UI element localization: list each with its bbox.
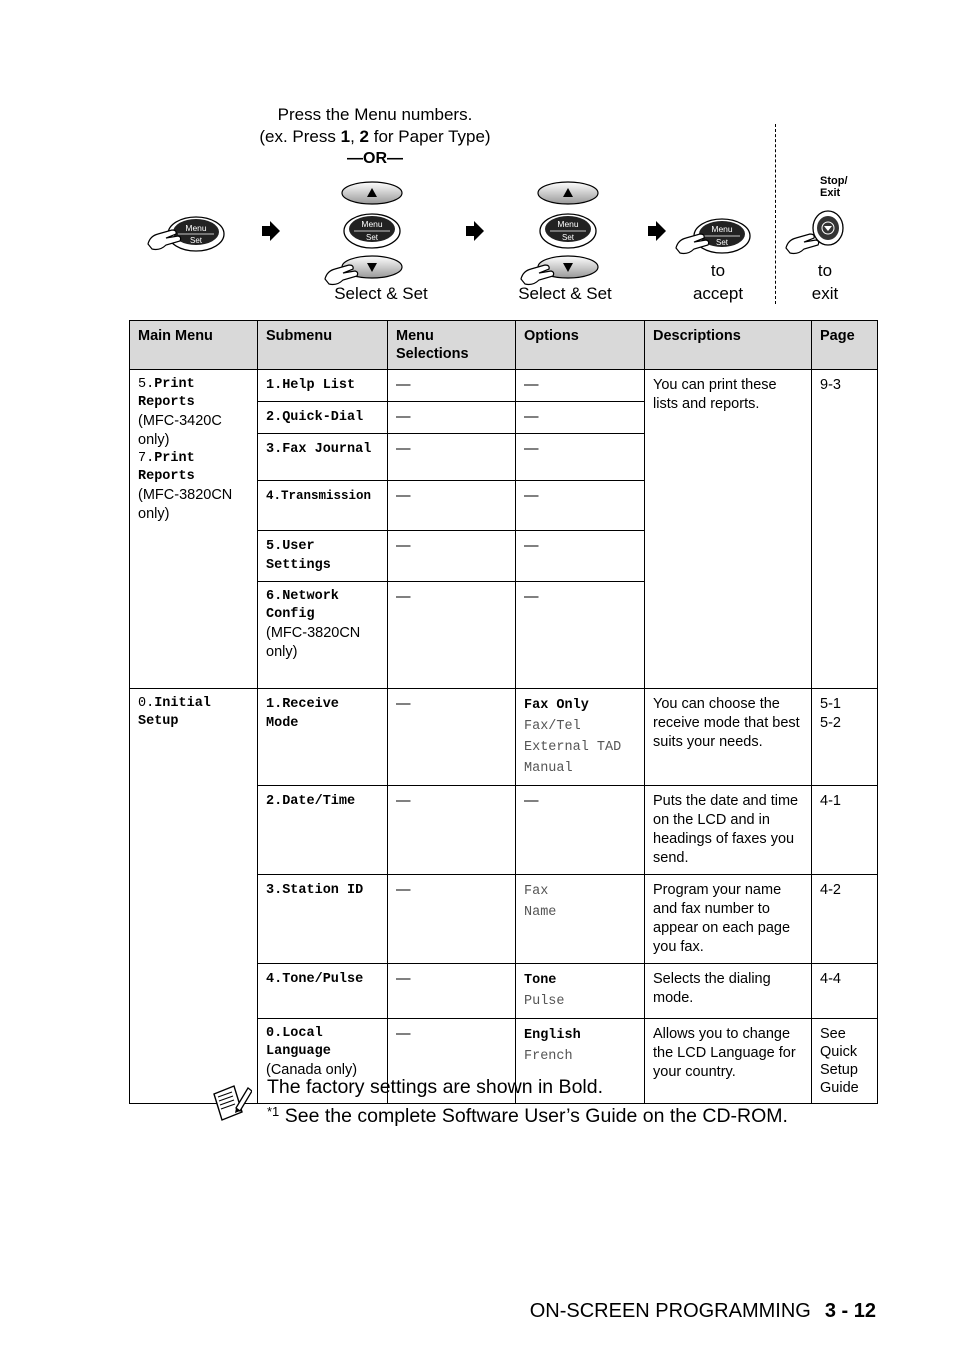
svg-text:Menu: Menu <box>711 224 733 234</box>
or-label: —OR— <box>347 150 403 167</box>
set-key-label: Set <box>189 236 203 245</box>
exit-caption: to exit <box>811 261 839 303</box>
selections-cell: — <box>388 481 516 531</box>
column-header: Main Menu <box>130 321 258 370</box>
column-header: Page <box>812 321 878 370</box>
description-cell: You can print these lists and reports. <box>645 370 812 689</box>
select-set-caption-1: Select & Set <box>334 284 428 303</box>
submenu-cell: 1.Receive Mode <box>258 689 388 786</box>
submenu-cell: 0.Local Language (Canada only) <box>258 1019 388 1104</box>
submenu-cell: 4.Transmission <box>258 481 388 531</box>
note-factory-settings: The factory settings are shown in Bold. <box>267 1076 604 1098</box>
instruction-line-1: Press the Menu numbers. <box>277 105 473 124</box>
submenu-cell: 5.User Settings <box>258 531 388 582</box>
svg-text:Menu: Menu <box>557 219 579 229</box>
options-cell: — <box>516 481 645 531</box>
page-footer <box>530 1300 876 1323</box>
arrow-right-icon <box>466 221 484 241</box>
column-header: Descriptions <box>645 321 812 370</box>
selections-cell: — <box>388 875 516 964</box>
menu-table <box>129 320 878 1104</box>
stop-exit-label: Stop/ Exit <box>820 175 848 199</box>
page-cell: 4-2 <box>812 875 878 964</box>
table-row <box>130 689 878 786</box>
submenu-cell: 4.Tone/Pulse <box>258 964 388 1019</box>
column-header: Submenu <box>258 321 388 370</box>
description-cell: Program your name and fax number to appear on each page you fax. <box>645 875 812 964</box>
selections-cell: — <box>388 582 516 689</box>
page-cell: 9-3 <box>812 370 878 689</box>
options-cell: — <box>516 402 645 434</box>
select-set-caption-2: Select & Set <box>518 284 612 303</box>
options-cell: — <box>516 582 645 689</box>
svg-text:Set: Set <box>365 233 379 242</box>
options-cell: — <box>516 531 645 582</box>
dashed-divider <box>775 124 776 304</box>
hand-pressing-menu-key-1 <box>148 217 224 251</box>
submenu-cell: 2.Quick-Dial <box>258 402 388 434</box>
footer-section: ON-SCREEN PROGRAMMING <box>529 1300 811 1322</box>
selections-cell: — <box>388 689 516 786</box>
table-header-row <box>130 321 878 370</box>
selections-cell: — <box>388 786 516 875</box>
column-header: Options <box>516 321 645 370</box>
menu-key-label: Menu <box>185 223 207 233</box>
submenu-cell: 2.Date/Time <box>258 786 388 875</box>
options-cell: Fax Only Fax/Tel External TAD Manual <box>516 689 645 786</box>
description-cell: Selects the dialing mode. <box>645 964 812 1019</box>
page-cell: 4-4 <box>812 964 878 1019</box>
selections-cell: — <box>388 1019 516 1104</box>
options-cell: Tone Pulse <box>516 964 645 1019</box>
svg-text:Set: Set <box>715 238 729 247</box>
arrow-right-icon <box>262 221 280 241</box>
svg-text:Set: Set <box>561 233 575 242</box>
hand-pressing-menu-key-2 <box>676 219 750 254</box>
instruction-line-2: (ex. Press 1, 2 for Paper Type) <box>259 127 491 146</box>
accept-caption: to accept <box>692 261 744 303</box>
options-cell: — <box>516 370 645 402</box>
page-cell: See Quick Setup Guide <box>812 1019 878 1104</box>
selections-cell: — <box>388 370 516 402</box>
options-cell: Fax Name <box>516 875 645 964</box>
options-cell: — <box>516 786 645 875</box>
stop-exit-key <box>786 211 843 254</box>
options-cell: English French <box>516 1019 645 1104</box>
selections-cell: — <box>388 434 516 481</box>
svg-text:Menu: Menu <box>361 219 383 229</box>
submenu-cell: 3.Fax Journal <box>258 434 388 481</box>
footer-page-number: 3 - 12 <box>824 1300 876 1322</box>
page-cell: 4-1 <box>812 786 878 875</box>
description-cell: Allows you to change the LCD Language for your country. <box>645 1019 812 1104</box>
note-software-guide: $^{*1}$ See the complete Software User’s Guide on the CD-ROM. <box>267 1104 788 1127</box>
description-cell: You can choose the receive mode that best suits your needs. <box>645 689 812 786</box>
column-header: Menu Selections <box>388 321 516 370</box>
main-menu-cell-initial-setup: 0.Initial Setup <box>130 689 258 1104</box>
submenu-cell: 6.Network Config (MFC-3820CN only) <box>258 582 388 689</box>
selections-cell: — <box>388 964 516 1019</box>
submenu-cell: 1.Help List <box>258 370 388 402</box>
note-pencil-icon <box>210 1080 252 1122</box>
navigation-keys-1 <box>325 182 402 285</box>
table-row <box>130 370 878 402</box>
selections-cell: — <box>388 531 516 582</box>
submenu-cell: 3.Station ID <box>258 875 388 964</box>
description-cell: Puts the date and time on the LCD and in headings of faxes you send. <box>645 786 812 875</box>
options-cell: — <box>516 434 645 481</box>
navigation-keys-2 <box>521 182 598 285</box>
selections-cell: — <box>388 402 516 434</box>
main-menu-cell-print-reports: 5.Print Reports (MFC-3420C only) 7.Print Reports (MFC-3820CN only) <box>130 370 258 689</box>
page-cell: 5-1 5-2 <box>812 689 878 786</box>
arrow-right-icon <box>648 221 666 241</box>
